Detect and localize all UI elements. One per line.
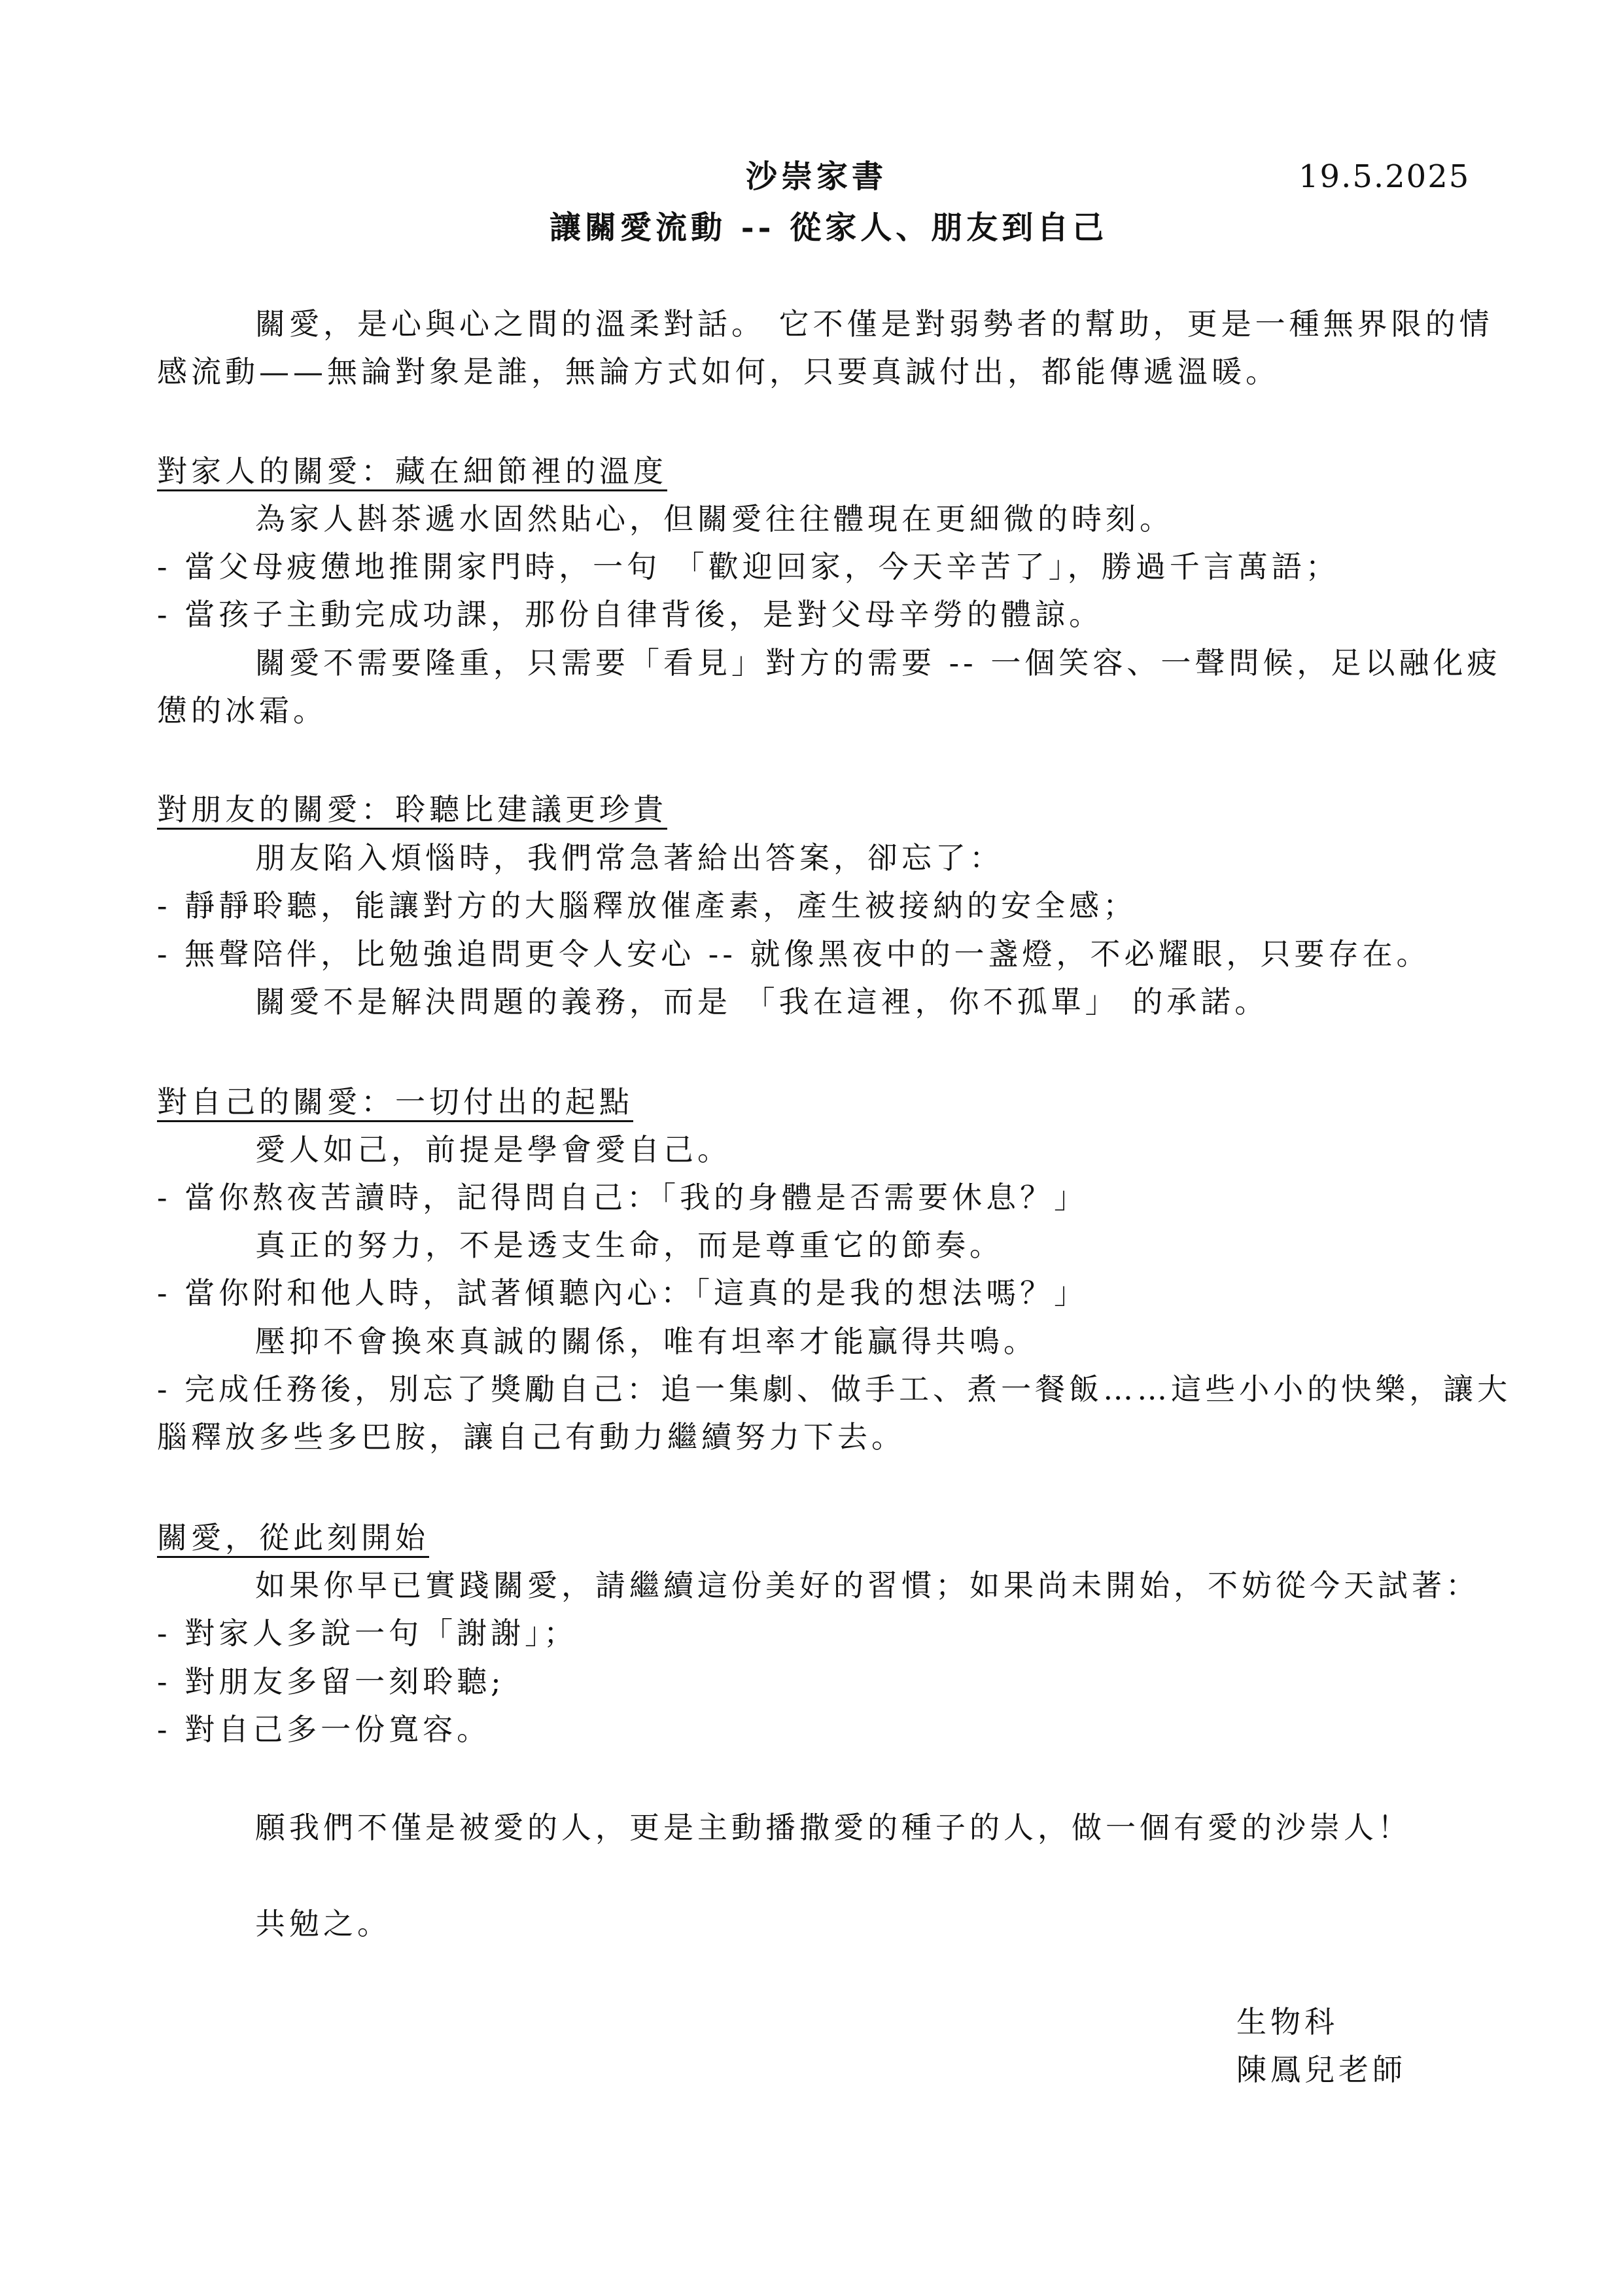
closing-wish: 願我們不僅是被愛的人，更是主動播撒愛的種子的人，做一個有愛的沙崇人！ — [255, 1810, 1412, 1845]
self-line-7: 腦釋放多些多巴胺，讓自己有動力繼續努力下去。 — [157, 1419, 905, 1455]
family-line-1: 為家人斟茶遞水固然貼心，但關愛往往體現在更細微的時刻。 — [255, 501, 1174, 537]
friends-line-4: 關愛不是解決問題的義務，而是 「我在這裡，你不孤單」 的承諾。 — [255, 984, 1269, 1019]
start-line-2: - 對家人多說一句「謝謝」； — [157, 1616, 578, 1651]
start-line-1: 如果你早已實踐關愛，請繼續這份美好的習慣；如果尚未開始，不妨從今天試著： — [255, 1568, 1480, 1603]
family-line-5: 憊的冰霜。 — [157, 693, 327, 728]
section-heading-self: 對自己的關愛：一切付出的起點 — [157, 1084, 633, 1120]
letter-title: 沙崇家書 — [746, 158, 888, 195]
intro-line-1: 關愛，是心與心之間的溫柔對話。 它不僅是對弱勢者的幫助，更是一種無界限的情 — [255, 306, 1493, 342]
self-line-3: 真正的努力，不是透支生命，而是尊重它的節奏。 — [255, 1227, 1003, 1263]
self-line-4: - 當你附和他人時，試著傾聽內心：「這真的是我的想法嗎？」 — [157, 1275, 1089, 1311]
self-line-5: 壓抑不會換來真誠的關係，唯有坦率才能贏得共鳴。 — [255, 1324, 1038, 1359]
start-line-3: - 對朋友多留一刻聆聽; — [157, 1664, 505, 1699]
section-heading-start: 關愛，從此刻開始 — [157, 1520, 429, 1555]
friends-line-3: - 無聲陪伴，比勉強追問更令人安心 -- 就像黑夜中的一盞燈，不必耀眼，只要存在。 — [157, 936, 1431, 972]
intro-line-2: 感流動——無論對象是誰，無論方式如何，只要真誠付出，都能傳遞溫暖。 — [157, 354, 1280, 389]
letter-date: 19.5.2025 — [1299, 158, 1471, 195]
self-line-1: 愛人如己，前提是學會愛自己。 — [255, 1132, 731, 1167]
signature-department: 生物科 — [1236, 2004, 1338, 2040]
self-line-2: - 當你熬夜苦讀時，記得問自己：「我的身體是否需要休息？」 — [157, 1180, 1089, 1215]
start-line-4: - 對自己多一份寬容。 — [157, 1712, 491, 1747]
family-line-2: - 當父母疲憊地推開家門時，一句 「歡迎回家，今天辛苦了」，勝過千言萬語； — [157, 549, 1340, 584]
friends-line-1: 朋友陷入煩惱時，我們常急著給出答案，卻忘了： — [255, 840, 1003, 875]
signature-teacher: 陳鳳兒老師 — [1236, 2052, 1406, 2087]
section-heading-family: 對家人的關愛：藏在細節裡的溫度 — [157, 453, 667, 489]
section-heading-friends: 對朋友的關愛：聆聽比建議更珍貴 — [157, 792, 667, 827]
friends-line-2: - 靜靜聆聽，能讓對方的大腦釋放催產素，產生被接納的安全感； — [157, 888, 1138, 923]
closing-encourage: 共勉之。 — [255, 1906, 391, 1941]
self-line-6: - 完成任務後，別忘了獎勵自己：追一集劇、做手工、煮一餐飯……這些小小的快樂，讓大 — [157, 1371, 1512, 1407]
family-line-3: - 當孩子主動完成功課，那份自律背後，是對父母辛勞的體諒。 — [157, 597, 1104, 632]
family-line-4: 關愛不需要隆重，只需要「看見」對方的需要 -- 一個笑容、一聲問候，足以融化疲 — [255, 645, 1501, 680]
letter-subtitle: 讓關愛流動 -- 從家人、朋友到自己 — [550, 209, 1108, 246]
